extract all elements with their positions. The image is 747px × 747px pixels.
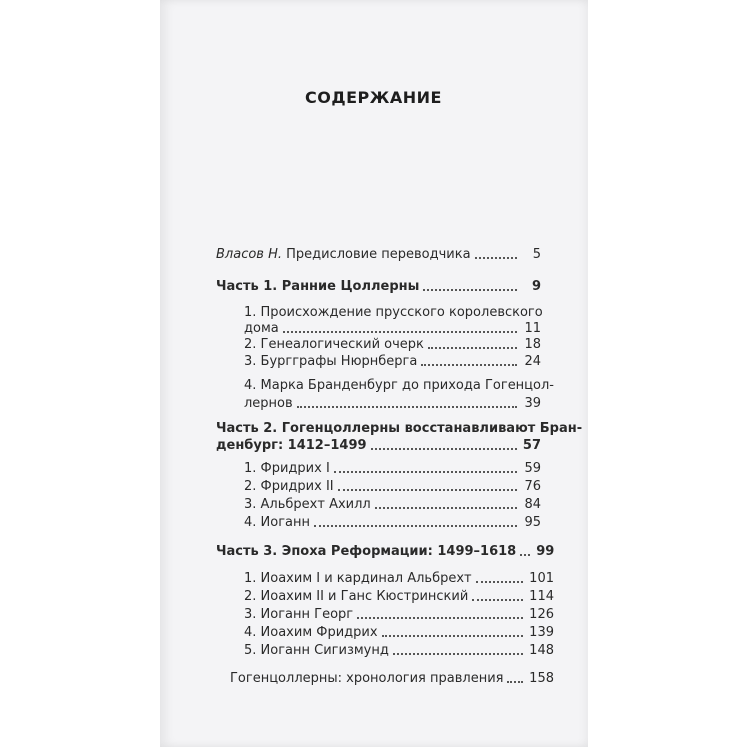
leader-dots: [371, 448, 517, 450]
toc-entry-p3-ch4: [244, 624, 554, 641]
toc-entry-p3-ch5: [244, 642, 554, 659]
toc-entry-p1-ch4: [244, 395, 541, 412]
page-number: 76: [524, 479, 541, 494]
leader-dots: [297, 406, 517, 408]
part-title-line2: денбург: 1412–1499: [216, 438, 367, 453]
page-title: СОДЕРЖАНИЕ: [305, 88, 442, 107]
toc-entry-p2-ch4: [244, 514, 541, 531]
page-number: 114: [529, 589, 554, 604]
preface-author: Власов Н.: [216, 247, 282, 262]
leader-dots: [507, 681, 523, 683]
chapter-title: 2. Генеалогический очерк: [244, 337, 424, 352]
leader-dots: [357, 617, 523, 619]
toc-entry-part2: [216, 437, 541, 454]
leader-dots: [472, 599, 523, 601]
toc-entry-p1-ch3: [244, 353, 541, 370]
leader-dots: [520, 554, 530, 556]
leader-dots: [428, 347, 517, 349]
toc-entry-part3: [216, 543, 555, 560]
page-number: 11: [524, 321, 541, 336]
page-number: 18: [524, 337, 541, 352]
page-number: 59: [524, 461, 541, 476]
chapter-title: 2. Фридрих II: [244, 479, 334, 494]
leader-dots: [421, 364, 517, 366]
page-number: 139: [529, 625, 554, 640]
chapter-title: 1. Иоахим I и кардинал Альбрехт: [244, 571, 472, 586]
chapter-title-line2: дома: [244, 321, 279, 336]
toc-entry-p2-ch2: [244, 478, 541, 495]
leader-dots: [382, 635, 524, 637]
page-number: 95: [524, 515, 541, 530]
preface-title: Предисловие переводчика: [282, 247, 471, 262]
toc-entry-preface: [216, 246, 541, 263]
chapter-title: 1. Фридрих I: [244, 461, 330, 476]
chapter-title-line1: 1. Происхождение прусского королевского: [244, 305, 543, 320]
leader-dots: [476, 581, 524, 583]
chapter-title: 2. Иоахим II и Ганс Кюстринский: [244, 589, 469, 604]
leader-dots: [314, 525, 517, 527]
page-number: 84: [524, 497, 541, 512]
page-number: 9: [531, 279, 541, 294]
page-number: 101: [529, 571, 554, 586]
toc-entry-p2-ch1: [244, 460, 541, 477]
chapter-title: 4. Иоганн: [244, 515, 311, 530]
toc-entry-p3-ch2: [244, 588, 554, 605]
leader-dots: [334, 471, 517, 473]
chapter-title: 5. Иоганн Сигизмунд: [244, 643, 389, 658]
page-number: 99: [536, 544, 555, 559]
chronology-title: Гогенцоллерны: хронология правления: [230, 671, 504, 686]
toc-entry-p1-ch2: [244, 336, 541, 353]
toc-entry-part1: [216, 278, 541, 295]
part-title: Часть 1. Ранние Цоллерны: [216, 279, 420, 294]
chapter-title: 4. Иоахим Фридрих: [244, 625, 378, 640]
part-title: Часть 3. Эпоха Реформации: 1499–1618: [216, 544, 517, 559]
chapter-title: 3. Бургграфы Нюрнберга: [244, 354, 418, 369]
leader-dots: [283, 331, 517, 333]
toc-entry-p3-ch1: [244, 570, 554, 587]
page-number: 5: [532, 247, 541, 262]
leader-dots: [423, 289, 517, 291]
toc-entry-p2-ch3: [244, 496, 541, 513]
page-number: 24: [524, 354, 541, 369]
toc-entry-p1-ch1: [244, 320, 541, 337]
page-number: 39: [524, 396, 541, 411]
chapter-title-line2: лернов: [244, 396, 293, 411]
chapter-title-line1: 4. Марка Бранденбург до прихода Гогенцол-: [244, 378, 554, 393]
leader-dots: [338, 489, 517, 491]
page-number: 148: [529, 643, 554, 658]
page-number: 158: [529, 671, 554, 686]
toc-entry-p3-ch3: [244, 606, 554, 623]
page-number: 57: [522, 438, 541, 453]
chapter-title: 3. Альбрехт Ахилл: [244, 497, 371, 512]
leader-dots: [375, 507, 517, 509]
part-title-line1: Часть 2. Гогенцоллерны восстанавливают Бран-: [216, 421, 583, 436]
leader-dots: [393, 653, 523, 655]
chapter-title: 3. Иоганн Георг: [244, 607, 354, 622]
leader-dots: [475, 257, 517, 259]
toc-entry-chronology: [230, 670, 554, 687]
page-number: 126: [529, 607, 554, 622]
